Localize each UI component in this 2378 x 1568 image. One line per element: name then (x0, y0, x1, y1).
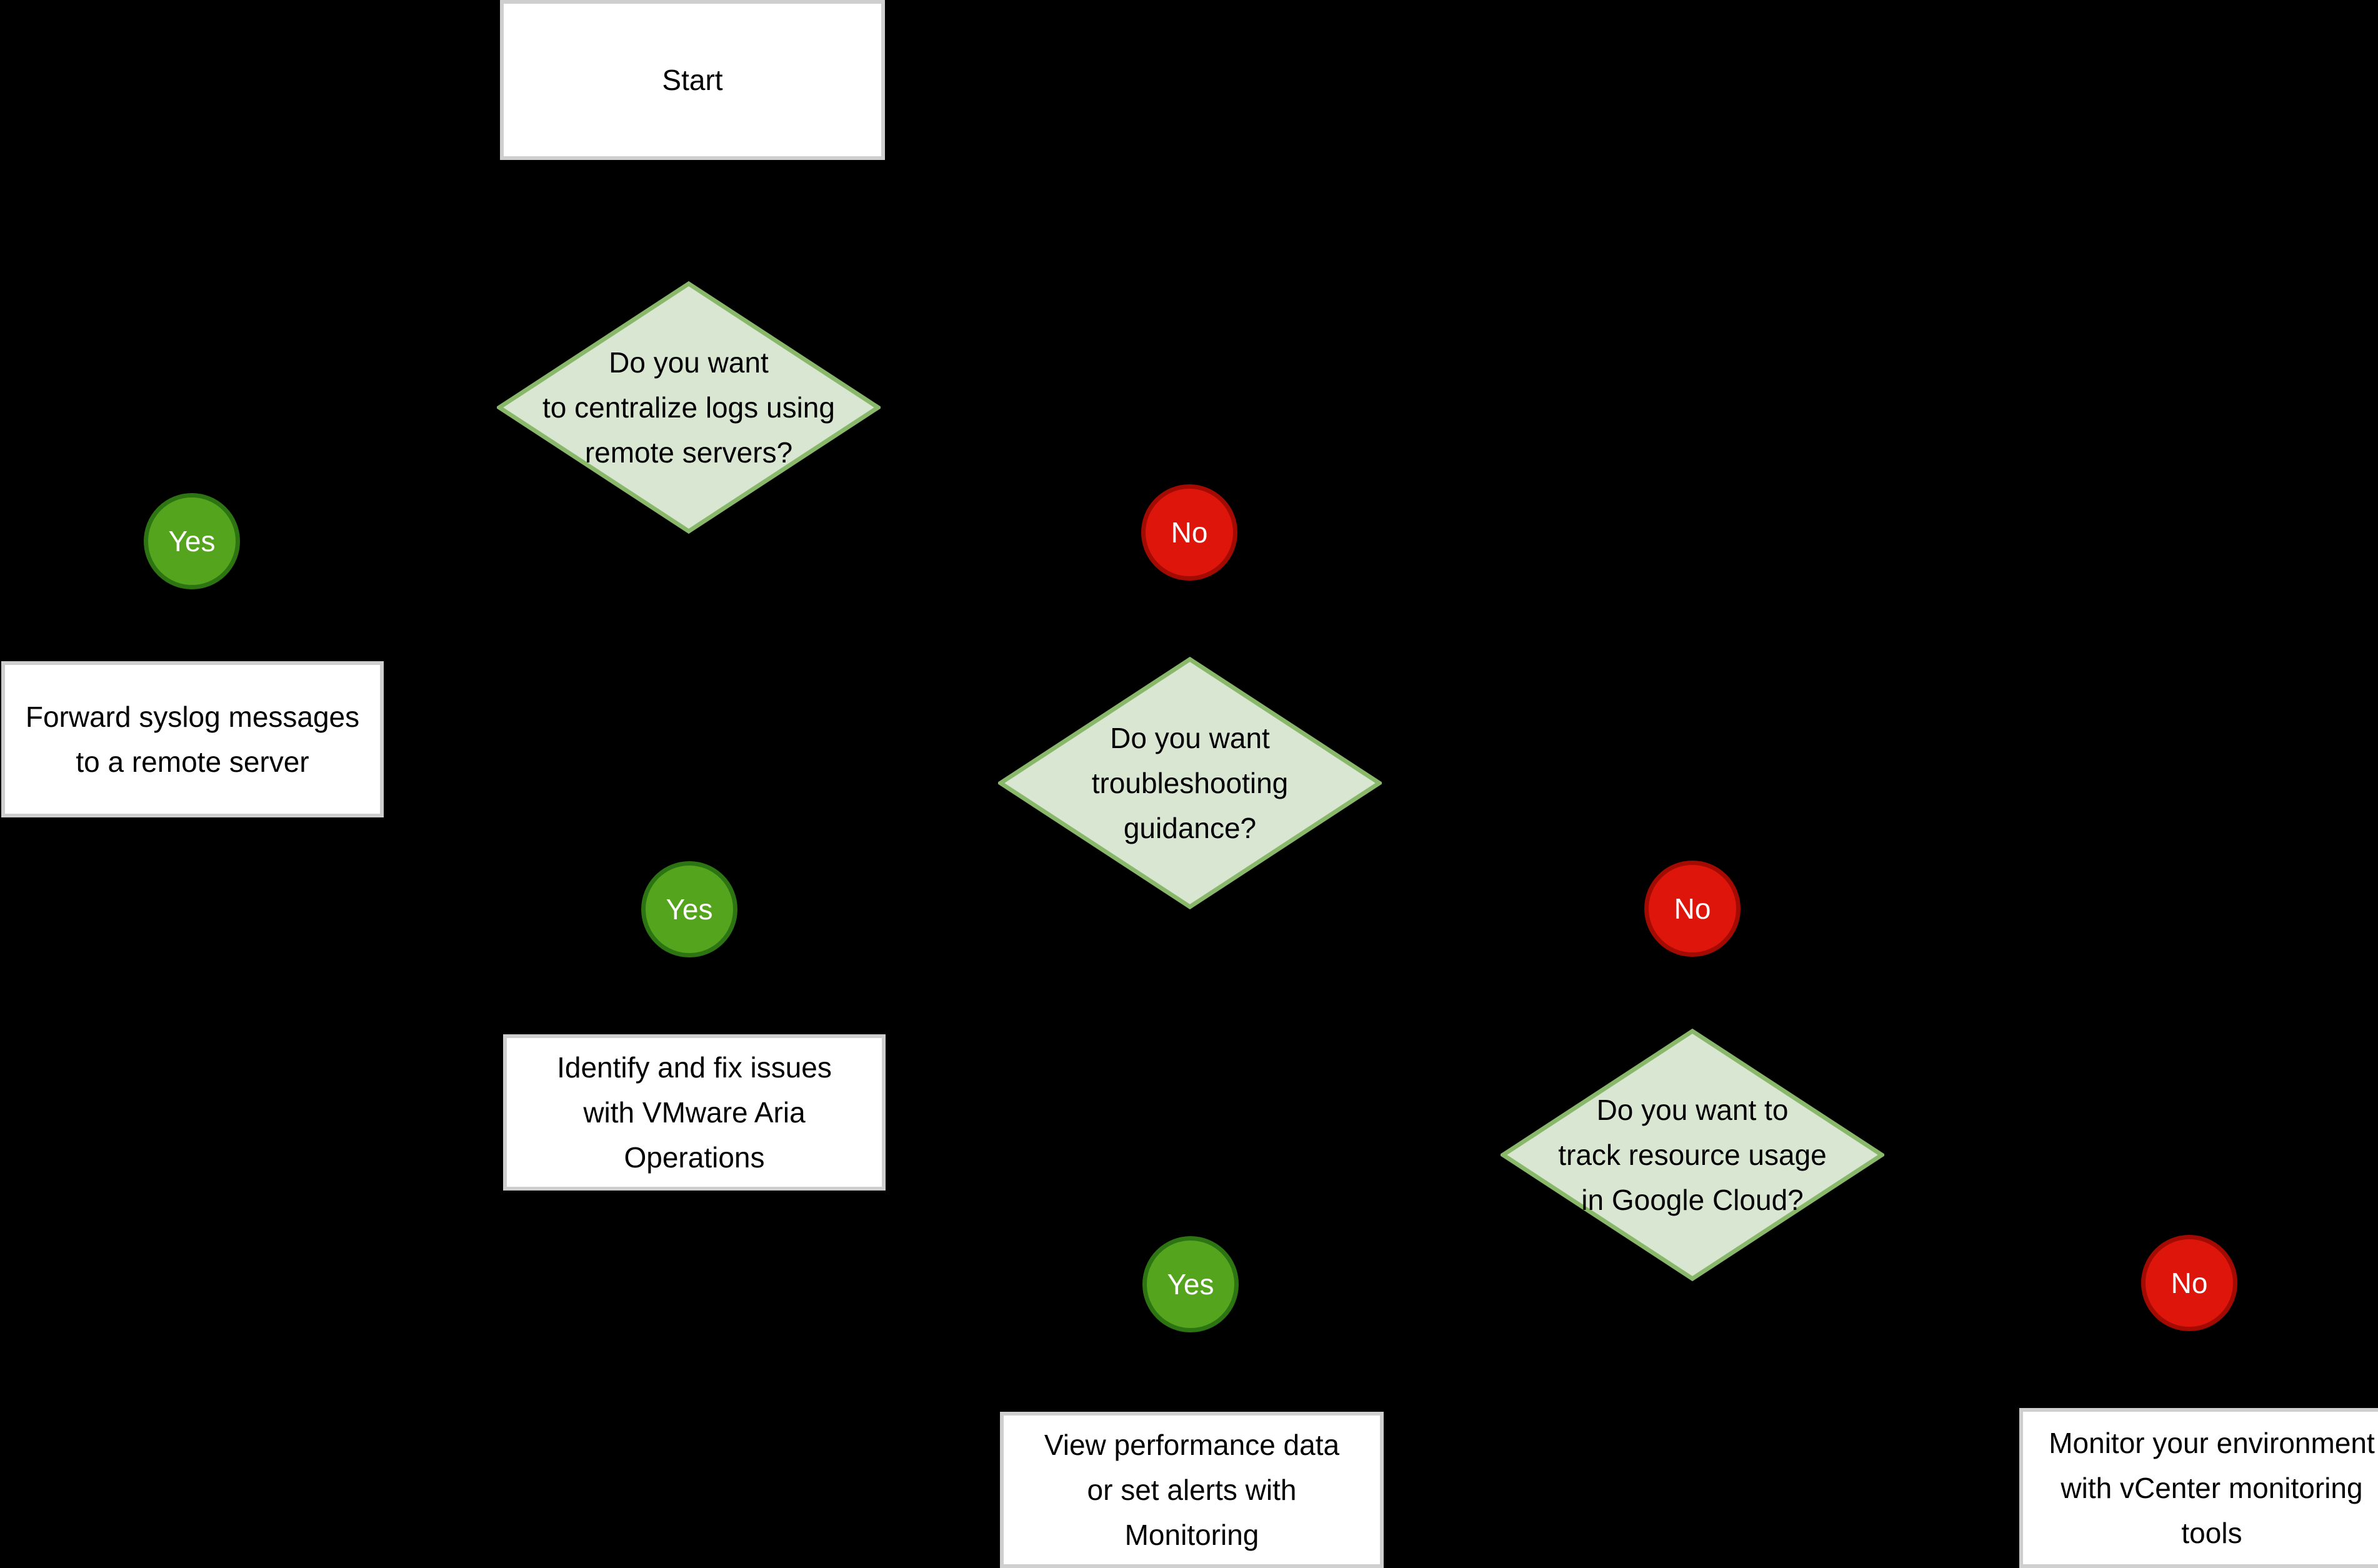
node-text-line: or set alerts with (1087, 1474, 1297, 1506)
node-forward-syslog (1, 661, 384, 817)
node-text-line: Monitor your environment (2049, 1427, 2375, 1459)
edge-label-yes-1 (144, 493, 240, 589)
node-decision-troubleshooting (998, 657, 1382, 909)
yes-label-text: Yes (1167, 1268, 1214, 1301)
node-text-line: Forward syslog messages (25, 701, 360, 733)
node-text-line: track resource usage (1558, 1139, 1827, 1171)
node-text-line: Monitoring (1124, 1519, 1259, 1551)
node-decision-track-usage (1501, 1029, 1884, 1281)
no-label-text: No (1674, 892, 1711, 925)
decision-text (497, 281, 881, 534)
node-text-line: to a remote server (76, 746, 309, 778)
node-monitor-vcenter (2019, 1408, 2378, 1568)
node-start (500, 0, 885, 160)
decision-text (1501, 1029, 1884, 1281)
edge-label-no-1 (1141, 484, 1237, 581)
node-text-line: troubleshooting (1091, 767, 1289, 799)
node-text-line: with vCenter monitoring (2061, 1472, 2363, 1504)
node-text-line: in Google Cloud? (1581, 1184, 1804, 1216)
node-text-line: tools (2181, 1517, 2242, 1549)
no-label-text: No (2171, 1267, 2208, 1299)
node-text-line: View performance data (1044, 1429, 1340, 1461)
node-text-line: Do you want (1110, 722, 1270, 754)
decision-text (998, 657, 1382, 909)
edge-label-yes-3 (1142, 1236, 1239, 1332)
node-decision-centralize-logs (497, 281, 881, 534)
node-view-performance (1000, 1412, 1384, 1568)
node-text-line: Identify and fix issues (557, 1051, 832, 1084)
node-text-line: guidance? (1123, 812, 1257, 844)
edge-label-no-3 (2141, 1235, 2237, 1331)
node-text-line: to centralize logs using (542, 391, 835, 424)
node-text-line: Operations (624, 1141, 765, 1174)
yes-label-text: Yes (666, 893, 713, 926)
edge-label-yes-2 (641, 861, 737, 957)
node-text-line: Do you want to (1596, 1094, 1789, 1126)
node-text-line: with VMware Aria (583, 1096, 806, 1129)
node-text-line: Start (662, 64, 723, 96)
node-text-line: Do you want (609, 346, 769, 379)
node-identify-fix (503, 1034, 886, 1191)
node-text-line: remote servers? (584, 436, 793, 469)
yes-label-text: Yes (168, 525, 216, 557)
no-label-text: No (1171, 516, 1208, 549)
edge-label-no-2 (1644, 861, 1741, 957)
